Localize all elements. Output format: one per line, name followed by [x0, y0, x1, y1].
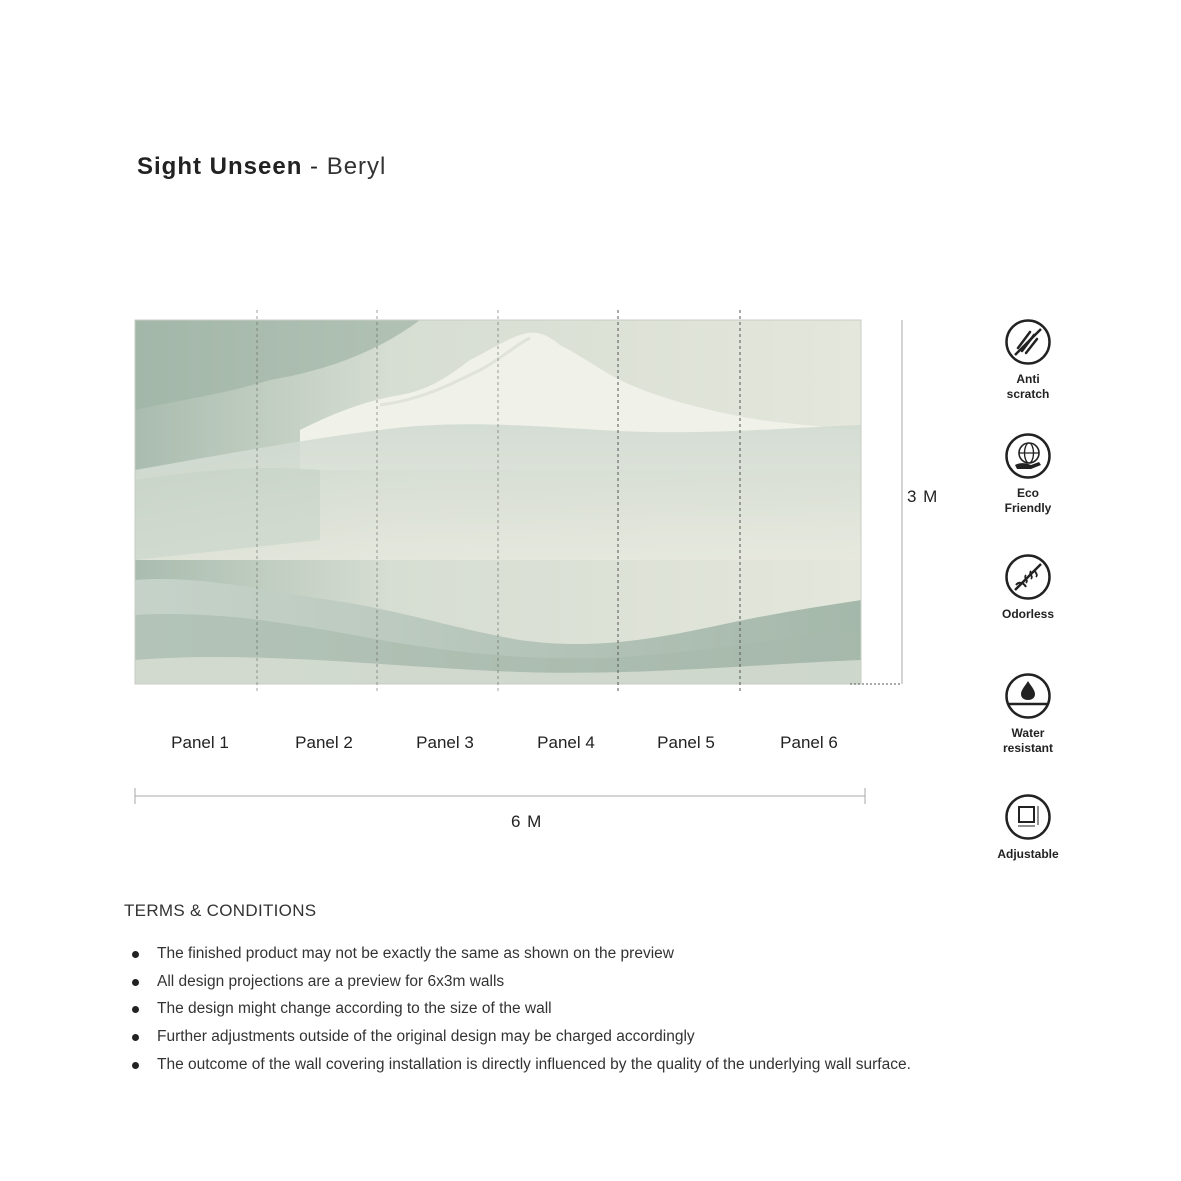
terms-item-text: Further adjustments outside of the original design may be charged accordingly	[157, 1028, 695, 1046]
feature-label-line: Eco	[1016, 486, 1039, 500]
feature-label-line: Anti	[1016, 372, 1040, 386]
title-separator: -	[302, 153, 327, 180]
bullet	[132, 1062, 139, 1069]
terms-title: TERMS & CONDITIONS	[124, 901, 317, 920]
bullet	[132, 951, 139, 958]
width-label: 6 M	[511, 812, 543, 831]
terms-item	[130, 940, 911, 968]
feature-odorless	[988, 553, 1068, 622]
panel-label-6: Panel 6	[780, 733, 838, 752]
feature-label-line: scratch	[1006, 387, 1050, 401]
feature-anti-scratch	[988, 318, 1068, 402]
height-label: 3 M	[907, 487, 939, 506]
terms-list	[130, 940, 911, 1079]
panel-label-3: Panel 3	[416, 733, 474, 752]
feature-label-line: resistant	[1002, 741, 1054, 755]
terms-item-text: The finished product may not be exactly the same as shown on the preview	[157, 945, 674, 962]
terms-item	[130, 995, 911, 1023]
feature-adjustable	[988, 793, 1068, 862]
water-resistant-icon	[1004, 672, 1052, 720]
terms-item	[130, 1023, 911, 1051]
bullet	[132, 1006, 139, 1013]
product-variant: Beryl	[326, 153, 387, 180]
bullet	[132, 979, 139, 986]
width-line	[135, 788, 865, 804]
eco-friendly-icon	[1004, 432, 1052, 480]
adjustable-icon	[1004, 793, 1052, 841]
terms-item-text: The design might change according to the size of the wall	[157, 1000, 552, 1018]
terms-item-text: All design projections are a preview for 6x3m walls	[157, 972, 505, 990]
feature-water-resistant	[988, 672, 1068, 756]
mural-image	[135, 320, 861, 684]
terms-item	[130, 1051, 911, 1079]
panel-seams	[257, 310, 740, 694]
anti-scratch-icon	[1004, 318, 1052, 366]
panel-label-2: Panel 2	[295, 733, 353, 752]
terms-item-text: The outcome of the wall covering installation is directly influenced by the quality of the underlying wall surface.	[157, 1055, 911, 1073]
bullet	[132, 1034, 139, 1041]
feature-label-line: Odorless	[1001, 607, 1055, 621]
panel-label-4: Panel 4	[537, 733, 595, 752]
feature-label-line: Adjustable	[997, 847, 1059, 861]
feature-label-line: Friendly	[1004, 501, 1052, 515]
page-title	[137, 153, 386, 181]
terms-item	[130, 968, 911, 996]
panel-label-5: Panel 5	[657, 733, 715, 752]
product-name: Sight Unseen	[137, 153, 303, 180]
panel-label-1: Panel 1	[171, 733, 229, 752]
odorless-icon	[1004, 553, 1052, 601]
feature-eco-friendly	[988, 432, 1068, 516]
feature-label-line: Water	[1011, 726, 1045, 740]
